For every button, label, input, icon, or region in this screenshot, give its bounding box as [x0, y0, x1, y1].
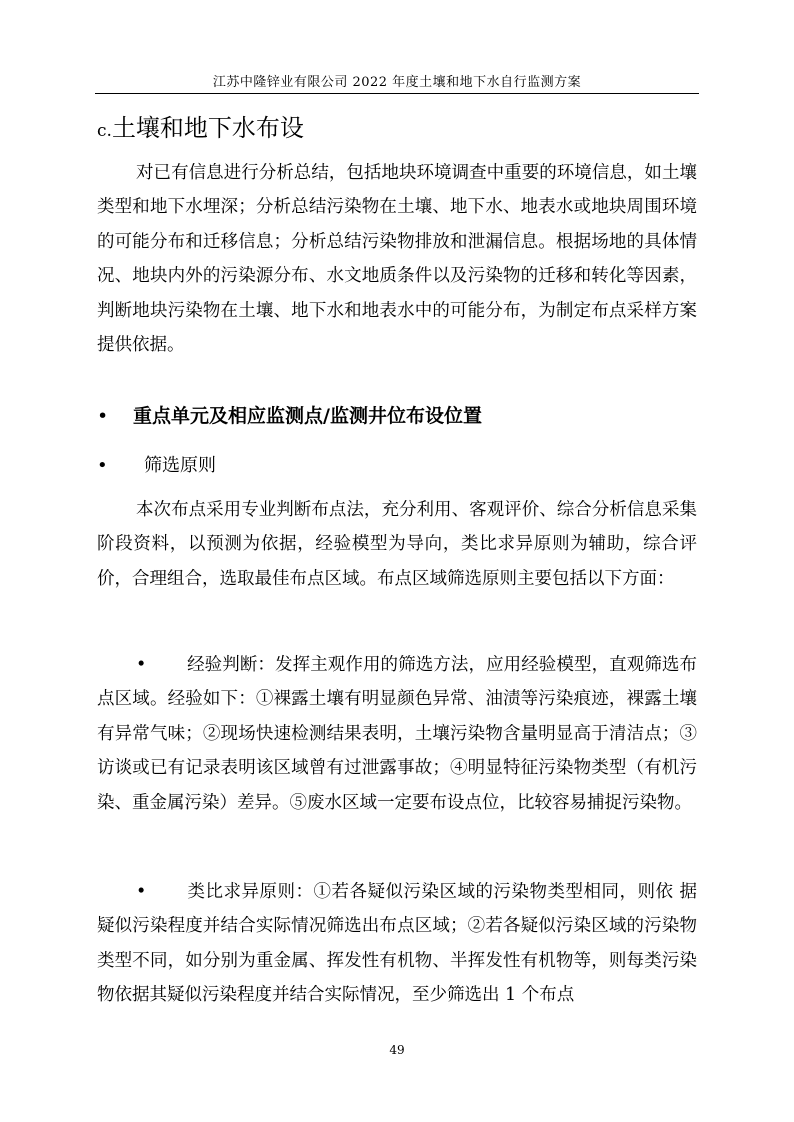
bullet-icon: •	[97, 405, 109, 427]
section-title	[97, 111, 304, 145]
experience-bullet	[97, 648, 697, 820]
method-paragraph: 本次布点采用专业判断布点法，充分利用、客观评价、综合分析信息采集阶段资料，以预测为依据，经验模型为导向，类比求异原则为辅助，综合评价，合理组合，选取最佳布点区域。布点区域筛选原则主要包括以下方面：	[97, 500, 697, 589]
running-header: 江苏中隆锌业有限公司 2022 年度土壤和地下水自行监测方案	[95, 74, 699, 94]
experience-bullet-text: 经验判断：发挥主观作用的筛选方法，应用经验模型，直观筛选布点区域。经验如下：①裸露土壤有明显颜色异常、油渍等污染痕迹，裸露土壤有异常气味；②现场快速检测结果表明，土壤污染物含量明显高于清洁点；③访谈或已有记录表明该区域曾有过泄露事故；④明显特征污染物类型（有机污染、重金属污染）差异。⑤废水区域一定要布设点位，比较容易捕捉污染物。	[97, 655, 697, 813]
screening-heading	[97, 451, 216, 481]
intro-paragraph: 对已有信息进行分析总结，包括地块环境调查中重要的环境信息，如土壤类型和地下水埋深；分析总结污染物在土壤、地下水、地表水或地块周围环境的可能分布和迁移信息；分析总结污染物排放和泄漏信息。根据场地的具体情况、地块内外的污染源分布、水文地质条件以及污染物的迁移和转化等因素，判断地块污染物在土壤、地下水和地表水中的可能分布，为制定布点采样方案提供依据。	[97, 163, 697, 356]
screening-heading-text: 筛选原则	[144, 455, 216, 476]
analogy-bullet	[97, 875, 697, 1013]
section-title-text: 土壤和地下水布设	[111, 114, 304, 142]
analogy-bullet-text: 类比求异原则：①若各疑似污染区域的污染物类型相同，则依 据疑似污染程度并结合实际情况筛选出布点区域；②若各疑似污染区域的污染物类型不同，如分别为重金属、挥发性有机物、半挥发性有机物等，则每类污染物依据其疑似污染程度并结合实际情况，至少筛选出 1 个布点	[97, 882, 697, 1006]
key-units-heading-text: 重点单元及相应监测点/监测井位布设位置	[133, 405, 482, 427]
section-prefix: c.	[97, 121, 112, 141]
bullet-icon: •	[136, 655, 147, 675]
bullet-icon: •	[97, 455, 108, 476]
key-units-heading	[97, 401, 482, 431]
bullet-icon: •	[136, 882, 147, 902]
page-number: 49	[389, 1043, 405, 1057]
